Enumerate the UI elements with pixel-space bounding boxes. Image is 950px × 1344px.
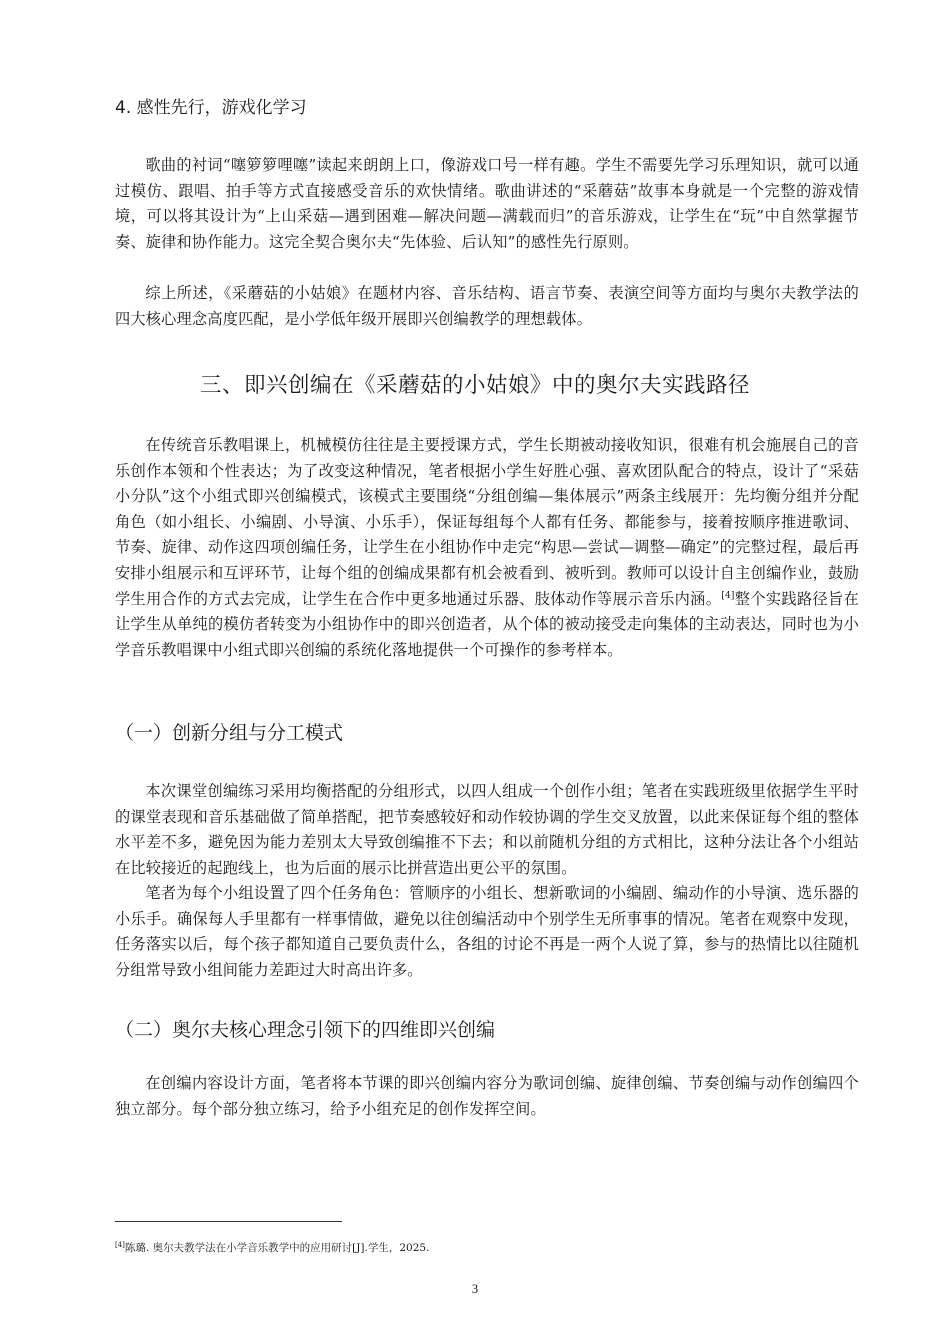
paragraph-game-learning: 歌曲的衬词“噻箩箩哩噻”读起来朗朗上口，像游戏口号一样有趣。学生不需要先学习乐理知识，就可以通过模仿、跟唱、拍手等方式直接感受音乐的欢快情绪。歌曲讲述的“采蘑菇”故事本身就是一个完整的游戏情境，可以将其设计为“上山采菇—遇到困难—解决问题—满载而归”的音乐游戏，让学生在“玩”中自然掌握节奏、旋律和协作能力。这完全契合奥尔夫“先体验、后认知”的感性先行原则。: [115, 156, 859, 251]
footnote-text: 陈璐. 奥尔夫教学法在小学音乐教学中的应用研讨[J].学生，2025.: [124, 1242, 430, 1254]
section-4-heading: 4. 感性先行，游戏化学习: [115, 98, 307, 118]
paragraph-grouping-2: 笔者为每个小组设置了四个任务角色：管顺序的小组长、想新歌词的小编剧、编动作的小导演、选乐器的小乐手。确保每人手里都有一样事情做，避免以往创编活动中个别学生无所事事的情况。笔者在观察中发现，任务落实以后，每个孩子都知道自己要负责什么，各组的讨论不再是一两个人说了算，参与的热情比以往随机分组常导致小组间能力差距过大时高出许多。: [115, 884, 859, 979]
footnote-4: [115, 1240, 429, 1255]
intro-text-part-1: 在传统音乐教唱课上，机械模仿往往是主要授课方式，学生长期被动接收知识，很难有机会施展自己的音乐创作本领和个性表达；为了改变这种情况，笔者根据小学生好胜心强、喜欢团队配合的特点，设计了“采菇小分队”这个小组式即兴创编模式，该模式主要围绕“分组创编—集体展示”两条主线展开：先均衡分组并分配角色（如小组长、小编剧、小导演、小乐手），保证每组每个人都有任务、都能参与，接着按顺序推进歌词、节奏、旋律、动作这四项创编任务，让学生在小组协作中走完“构思—尝试—调整—确定”的完整过程，最后再安排小组展示和互评环节，让每个组的创编成果都有机会被看到、被听到。教师可以设计自主创编作业，鼓励学生用合作的方式去完成，让学生在合作中更多地通过乐器、肢体动作等展示音乐内涵。: [115, 436, 859, 608]
subsection-1-heading: （一）创新分组与分工模式: [115, 722, 344, 744]
paragraph-four-dimensions: 在创编内容设计方面，笔者将本节课的即兴创编内容分为歌词创编、旋律创编、节奏创编与动作创编四个独立部分。每个部分独立练习，给予小组充足的创作发挥空间。: [115, 1074, 859, 1118]
paragraph-grouping-1: 本次课堂创编练习采用均衡搭配的分组形式，以四人组成一个创作小组；笔者在实践班级里依据学生平时的课堂表现和音乐基础做了简单搭配，把节奏感较好和动作较协调的学生交叉放置，以此来保证每个组的整体水平差不多，避免因为能力差别太大导致创编推不下去；和以前随机分组的方式相比，这种分法让各个小组站在比较接近的起跑线上，也为后面的展示比拼营造出更公平的氛围。: [115, 782, 859, 877]
intro-text-part-2: 整个实践路径旨在让学生从单纯的模仿者转变为小组协作中的即兴创造者，从个体的被动接受走向集体的主动表达，同时也为小学音乐教唱课中小组式即兴创编的系统化落地提供一个可操作的参考样本。: [115, 589, 859, 659]
subsection-2-heading: （二）奥尔夫核心理念引领下的四维即兴创编: [115, 1019, 496, 1041]
footnote-separator: [115, 1221, 342, 1222]
page-number: 3: [471, 1282, 479, 1296]
paragraph-summary: 综上所述，《采蘑菇的小姑娘》在题材内容、音乐结构、语言节奏、表演空间等方面均与奥尔夫教学法的四大核心理念高度匹配，是小学低年级开展即兴创编教学的理想载体。: [115, 284, 859, 328]
paragraph-chapter-intro: [115, 433, 859, 663]
chapter-3-heading: 三、即兴创编在《采蘑菇的小姑娘》中的奥尔夫实践路径: [199, 373, 750, 398]
footnote-mark: [4]: [115, 1241, 125, 1249]
citation-ref-4[interactable]: [4]: [721, 590, 735, 601]
